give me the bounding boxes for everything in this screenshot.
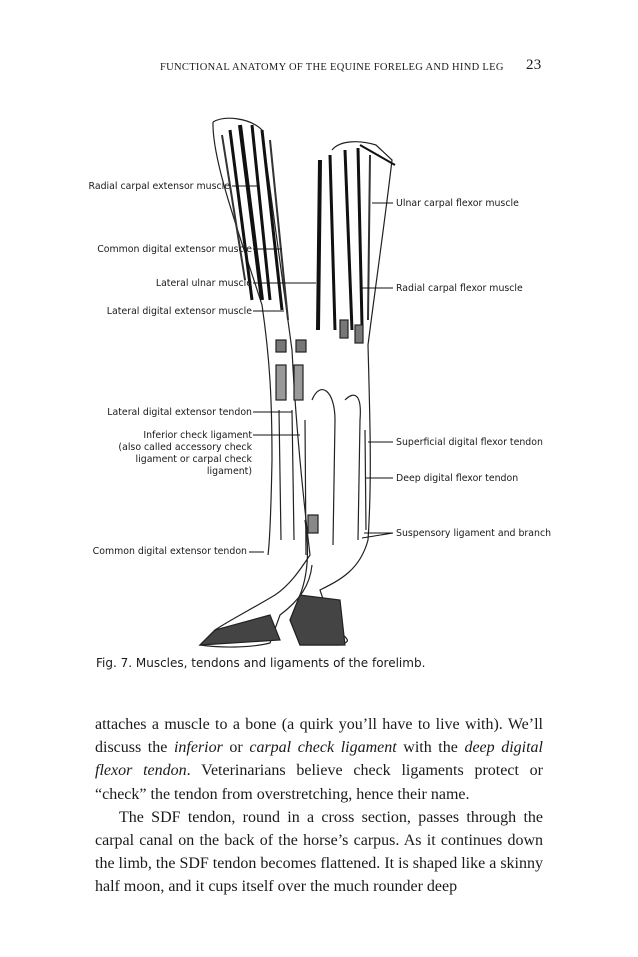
p1-text-1: attaches a muscle to a bone (a quirk you’ll have to live with). We’ll discuss the xyxy=(95,716,543,757)
label-suspensory-ligament-and-branch: Suspensory ligament and branch xyxy=(396,528,552,539)
label-common-digital-extensor-muscle: Common digital extensor muscle xyxy=(97,244,252,255)
label-lateral-ulnar-muscle: Lateral ulnar muscle xyxy=(155,278,252,289)
running-head-title: FUNCTIONAL ANATOMY OF THE EQUINE FORELEG AND HIND LEG xyxy=(160,62,504,73)
label-inferior-check-ligament: Inferior check ligament (also called accessory check ligament or carpal check ligament) xyxy=(118,430,252,477)
label-radial-carpal-flexor-muscle: Radial carpal flexor muscle xyxy=(396,283,523,294)
page-number: 23 xyxy=(526,57,542,73)
figure-caption: Fig. 7. Muscles, tendons and ligaments of the forelimb. xyxy=(96,656,426,670)
p1-italic-deep-digital-flexor-tendon: deep digital flexor tendon xyxy=(95,739,544,780)
p1-text-3: with the xyxy=(396,739,465,757)
forelimb-figure xyxy=(0,100,638,660)
label-deep-digital-flexor-tendon: Deep digital flexor tendon xyxy=(396,473,519,484)
label-ulnar-carpal-flexor-muscle: Ulnar carpal flexor muscle xyxy=(396,198,519,209)
paragraph-2: The SDF tendon, round in a cross section, passes through the carpal canal on the back of the horse’s carpus. As it continues down the limb, the SDF tendon becomes flattened. It is shaped like a skinny half moon, and it cups itself over the much rounder deep xyxy=(95,808,543,896)
p1-text-4: . Veterinarians believe check ligaments protect or “check” the tendon from overstretching, hence their name. xyxy=(95,762,544,803)
running-head xyxy=(0,56,638,76)
body-text xyxy=(95,713,543,899)
label-radial-carpal-extensor-muscle: Radial carpal extensor muscle xyxy=(88,181,230,192)
label-lateral-digital-extensor-muscle: Lateral digital extensor muscle xyxy=(106,306,252,317)
right-leg-drawing xyxy=(290,142,395,645)
label-lateral-digital-extensor-tendon: Lateral digital extensor tendon xyxy=(107,407,252,418)
p1-italic-inferior: inferior xyxy=(173,739,223,757)
p1-italic-carpal-check-ligament: carpal check ligament xyxy=(249,739,397,757)
p1-text-2: or xyxy=(222,739,250,757)
left-leg-drawing xyxy=(200,118,312,647)
label-common-digital-extensor-tendon: Common digital extensor tendon xyxy=(92,546,247,557)
paragraph-1 xyxy=(95,713,543,806)
label-superficial-digital-flexor-tendon: Superficial digital flexor tendon xyxy=(396,437,543,448)
leader-lines-right xyxy=(362,203,393,538)
